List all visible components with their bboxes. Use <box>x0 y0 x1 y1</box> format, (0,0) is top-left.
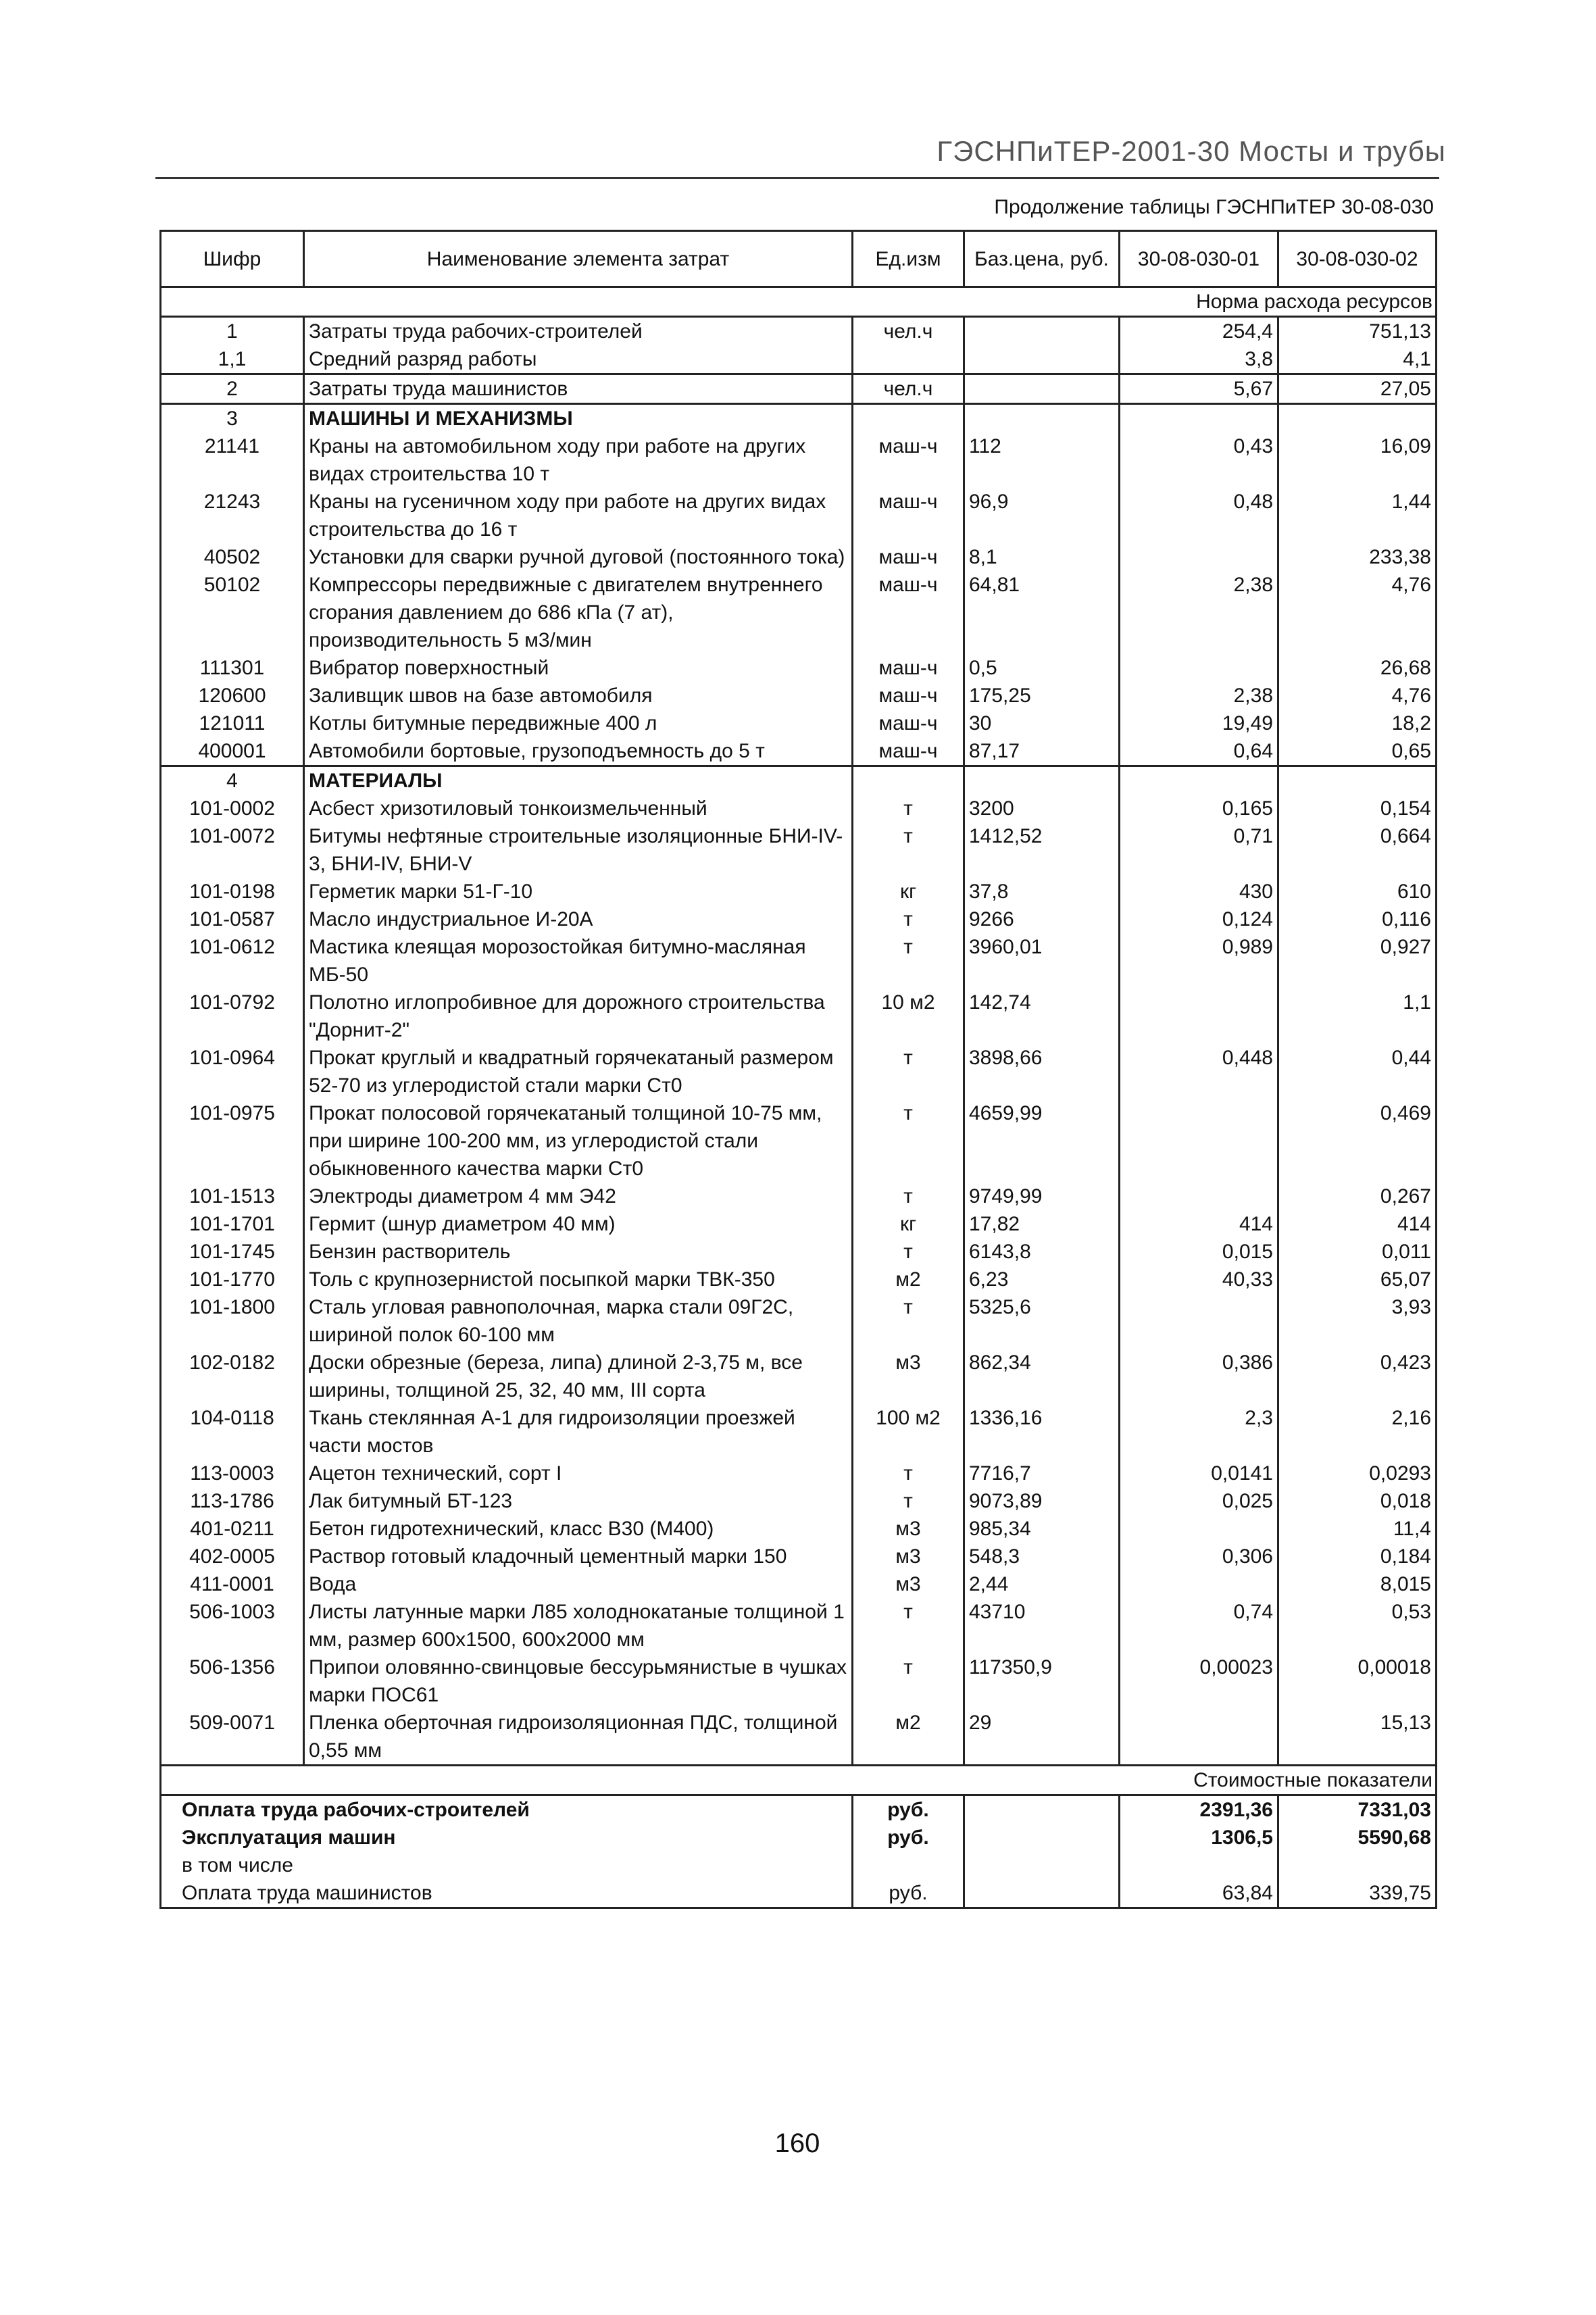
cell-v1: 414 <box>1120 1210 1278 1238</box>
cell-v2: 0,469 <box>1278 1099 1437 1183</box>
cell-v1 <box>1120 543 1278 571</box>
cell-unit: т <box>853 795 964 822</box>
table-row <box>161 432 1437 488</box>
cell-code: 101-0198 <box>161 878 304 905</box>
column-header-code: Шифр <box>161 231 304 287</box>
document-header-title: ГЭСНПиТЕР-2001-30 Мосты и трубы <box>937 135 1446 167</box>
cell-v2: 4,76 <box>1278 682 1437 710</box>
cell-price: 142,74 <box>964 989 1120 1044</box>
cell-code: 1 <box>161 317 304 346</box>
cell-unit: маш-ч <box>853 432 964 488</box>
cell-price <box>964 345 1120 374</box>
cell-unit: 10 м2 <box>853 989 964 1044</box>
cell-unit: т <box>853 1099 964 1183</box>
cell-v1: 0,124 <box>1120 905 1278 933</box>
table-row <box>161 571 1437 654</box>
cell-price: 6,23 <box>964 1266 1120 1293</box>
cell-unit: кг <box>853 1210 964 1238</box>
cell-v1: 0,989 <box>1120 933 1278 989</box>
cell-unit: м3 <box>853 1543 964 1570</box>
table-row <box>161 989 1437 1044</box>
cell-price: 4659,99 <box>964 1099 1120 1183</box>
cell-code: 104-0118 <box>161 1404 304 1460</box>
table-row <box>161 1266 1437 1293</box>
table-row <box>161 1515 1437 1543</box>
cell-v2: 65,07 <box>1278 1266 1437 1293</box>
cell-code: 120600 <box>161 682 304 710</box>
cell-unit <box>853 766 964 795</box>
cell-v2: 0,011 <box>1278 1238 1437 1266</box>
cell-name: Автомобили бортовые, грузоподъемность до 5 т <box>304 737 853 766</box>
table-row <box>161 317 1437 346</box>
cell-price: 30 <box>964 710 1120 737</box>
cost-row-v1: 1306,5 <box>1120 1824 1278 1851</box>
cost-row-v2: 339,75 <box>1278 1879 1437 1908</box>
table-row <box>161 1543 1437 1570</box>
cell-price: 3200 <box>964 795 1120 822</box>
cell-name: Электроды диаметром 4 мм Э42 <box>304 1183 853 1210</box>
cell-name: Толь с крупнозернистой посыпкой марки ТВК-350 <box>304 1266 853 1293</box>
cell-name: Вода <box>304 1570 853 1598</box>
cell-code: 40502 <box>161 543 304 571</box>
cell-name: Листы латунные марки Л85 холоднокатаные толщиной 1 мм, размер 600х1500, 600х2000 мм <box>304 1598 853 1653</box>
cost-band-row <box>161 1766 1437 1795</box>
cell-name: Полотно иглопробивное для дорожного строительства "Дорнит-2" <box>304 989 853 1044</box>
cost-row-unit: руб. <box>853 1824 964 1851</box>
norm-band-row <box>161 287 1437 317</box>
table-row <box>161 488 1437 543</box>
cell-code: 509-0071 <box>161 1709 304 1766</box>
cell-name: Асбест хризотиловый тонкоизмельченный <box>304 795 853 822</box>
cell-v2: 1,44 <box>1278 488 1437 543</box>
cell-v1 <box>1120 404 1278 433</box>
cell-price: 2,44 <box>964 1570 1120 1598</box>
cell-v1 <box>1120 1099 1278 1183</box>
cell-v2: 26,68 <box>1278 654 1437 682</box>
cell-name: Лак битумный БТ-123 <box>304 1487 853 1515</box>
column-header-v2: 30-08-030-02 <box>1278 231 1437 287</box>
cell-code: 101-0612 <box>161 933 304 989</box>
cell-v1: 5,67 <box>1120 374 1278 404</box>
cell-v1 <box>1120 1709 1278 1766</box>
table-row <box>161 404 1437 433</box>
cell-code: 113-0003 <box>161 1460 304 1487</box>
cell-name: Заливщик швов на базе автомобиля <box>304 682 853 710</box>
cell-v2: 414 <box>1278 1210 1437 1238</box>
cost-row-unit: руб. <box>853 1879 964 1908</box>
cell-v1 <box>1120 766 1278 795</box>
cell-name: Средний разряд работы <box>304 345 853 374</box>
cell-v2: 15,13 <box>1278 1709 1437 1766</box>
table-row <box>161 1044 1437 1099</box>
cell-name: Битумы нефтяные строительные изоляционные БНИ-IV-3, БНИ-IV, БНИ-V <box>304 822 853 878</box>
table-row <box>161 1183 1437 1210</box>
cost-row-label: Оплата труда машинистов <box>161 1879 853 1908</box>
cell-v2: 18,2 <box>1278 710 1437 737</box>
table-row <box>161 1404 1437 1460</box>
cell-name: Краны на автомобильном ходу при работе на других видах строительства 10 т <box>304 432 853 488</box>
table-row <box>161 933 1437 989</box>
cell-v1: 0,386 <box>1120 1349 1278 1404</box>
cost-row-unit <box>853 1851 964 1879</box>
cell-v2: 233,38 <box>1278 543 1437 571</box>
cell-v1: 2,3 <box>1120 1404 1278 1460</box>
cell-unit: маш-ч <box>853 682 964 710</box>
cell-unit: т <box>853 1293 964 1349</box>
cell-v2: 11,4 <box>1278 1515 1437 1543</box>
cell-code: 101-0964 <box>161 1044 304 1099</box>
cell-unit: чел.ч <box>853 317 964 346</box>
cell-v1: 0,64 <box>1120 737 1278 766</box>
cell-unit <box>853 404 964 433</box>
cell-code: 2 <box>161 374 304 404</box>
table-row <box>161 905 1437 933</box>
cell-name: Прокат круглый и квадратный горячекатаный размером 52-70 из углеродистой стали марки Ст0 <box>304 1044 853 1099</box>
cell-price: 862,34 <box>964 1349 1120 1404</box>
header-rule <box>155 177 1439 179</box>
cell-code: 50102 <box>161 571 304 654</box>
column-header-name: Наименование элемента затрат <box>304 231 853 287</box>
cell-unit: маш-ч <box>853 488 964 543</box>
cell-unit: 100 м2 <box>853 1404 964 1460</box>
cell-unit: т <box>853 905 964 933</box>
cell-price: 1336,16 <box>964 1404 1120 1460</box>
column-header-price: Баз.цена, руб. <box>964 231 1120 287</box>
table-row <box>161 737 1437 766</box>
cell-name: Вибратор поверхностный <box>304 654 853 682</box>
cell-unit: т <box>853 933 964 989</box>
cell-code: 101-1800 <box>161 1293 304 1349</box>
cell-name: Бензин растворитель <box>304 1238 853 1266</box>
cell-name: Доски обрезные (береза, липа) длиной 2-3,75 м, все ширины, толщиной 25, 32, 40 мм, III сорта <box>304 1349 853 1404</box>
cell-unit: м2 <box>853 1266 964 1293</box>
page-number: 160 <box>774 2129 820 2158</box>
column-header-unit: Ед.изм <box>853 231 964 287</box>
cell-price <box>964 766 1120 795</box>
cell-name: Пленка оберточная гидроизоляционная ПДС, толщиной 0,55 мм <box>304 1709 853 1766</box>
table-row <box>161 1487 1437 1515</box>
cell-v2: 0,018 <box>1278 1487 1437 1515</box>
column-header-v1: 30-08-030-01 <box>1120 231 1278 287</box>
cell-code: 21141 <box>161 432 304 488</box>
cell-name: Мастика клеящая морозостойкая битумно-масляная МБ-50 <box>304 933 853 989</box>
cell-price: 37,8 <box>964 878 1120 905</box>
cell-code: 101-0072 <box>161 822 304 878</box>
cell-v1: 0,71 <box>1120 822 1278 878</box>
cell-price: 112 <box>964 432 1120 488</box>
cost-row-price-blank <box>964 1824 1120 1851</box>
table-row <box>161 1460 1437 1487</box>
cell-price: 9073,89 <box>964 1487 1120 1515</box>
cost-row-label: в том числе <box>161 1851 853 1879</box>
cost-row-v1 <box>1120 1851 1278 1879</box>
cell-v2: 16,09 <box>1278 432 1437 488</box>
cell-unit: т <box>853 1653 964 1709</box>
cell-v2: 0,154 <box>1278 795 1437 822</box>
cell-code: 111301 <box>161 654 304 682</box>
cell-price: 8,1 <box>964 543 1120 571</box>
cell-v1: 0,015 <box>1120 1238 1278 1266</box>
cell-code: 506-1003 <box>161 1598 304 1653</box>
cell-unit: м3 <box>853 1570 964 1598</box>
cell-unit: т <box>853 1044 964 1099</box>
cell-v1: 19,49 <box>1120 710 1278 737</box>
table-row <box>161 822 1437 878</box>
table-row <box>161 374 1437 404</box>
cell-name: Бетон гидротехнический, класс В30 (М400) <box>304 1515 853 1543</box>
cost-row-v2 <box>1278 1851 1437 1879</box>
cost-row-unit: руб. <box>853 1795 964 1824</box>
cell-v1 <box>1120 989 1278 1044</box>
cell-v2: 0,00018 <box>1278 1653 1437 1709</box>
cell-unit: т <box>853 822 964 878</box>
cell-v1: 3,8 <box>1120 345 1278 374</box>
cell-unit: т <box>853 1238 964 1266</box>
cell-v2: 4,76 <box>1278 571 1437 654</box>
cell-price: 9266 <box>964 905 1120 933</box>
cell-unit: маш-ч <box>853 710 964 737</box>
cell-code: 101-0792 <box>161 989 304 1044</box>
cell-code: 506-1356 <box>161 1653 304 1709</box>
cell-code: 400001 <box>161 737 304 766</box>
cell-v2: 1,1 <box>1278 989 1437 1044</box>
cost-row-v1: 63,84 <box>1120 1879 1278 1908</box>
cell-name: Компрессоры передвижные с двигателем внутреннего сгорания давлением до 686 кПа (7 ат), производительность 5 м3/мин <box>304 571 853 654</box>
cell-v1: 0,306 <box>1120 1543 1278 1570</box>
cell-v2: 3,93 <box>1278 1293 1437 1349</box>
cell-price <box>964 404 1120 433</box>
cell-v1 <box>1120 1293 1278 1349</box>
cost-row <box>161 1879 1437 1908</box>
cost-row-v2: 5590,68 <box>1278 1824 1437 1851</box>
cell-v2: 0,267 <box>1278 1183 1437 1210</box>
cell-code: 21243 <box>161 488 304 543</box>
cell-unit: м3 <box>853 1349 964 1404</box>
cell-price: 29 <box>964 1709 1120 1766</box>
cell-unit: т <box>853 1183 964 1210</box>
cell-price: 548,3 <box>964 1543 1120 1570</box>
cell-v1: 0,448 <box>1120 1044 1278 1099</box>
cell-unit: чел.ч <box>853 374 964 404</box>
cell-code: 402-0005 <box>161 1543 304 1570</box>
cell-v2: 2,16 <box>1278 1404 1437 1460</box>
cell-unit: кг <box>853 878 964 905</box>
cell-v2: 8,015 <box>1278 1570 1437 1598</box>
cell-name: Прокат полосовой горячекатаный толщиной 10-75 мм, при ширине 100-200 мм, из углеродистой стали обыкновенного качества марки Ст0 <box>304 1099 853 1183</box>
cell-code: 101-1770 <box>161 1266 304 1293</box>
table-row <box>161 1570 1437 1598</box>
cell-v2: 4,1 <box>1278 345 1437 374</box>
cell-unit <box>853 345 964 374</box>
cell-unit: маш-ч <box>853 543 964 571</box>
cell-code: 101-0975 <box>161 1099 304 1183</box>
cell-v1: 40,33 <box>1120 1266 1278 1293</box>
cell-code: 102-0182 <box>161 1349 304 1404</box>
cell-v2 <box>1278 766 1437 795</box>
cell-price: 96,9 <box>964 488 1120 543</box>
cell-v1: 0,48 <box>1120 488 1278 543</box>
cell-v1 <box>1120 654 1278 682</box>
table-row <box>161 1210 1437 1238</box>
cell-price: 3960,01 <box>964 933 1120 989</box>
cell-code: 113-1786 <box>161 1487 304 1515</box>
cell-name: Ацетон технический, сорт I <box>304 1460 853 1487</box>
cell-code: 1,1 <box>161 345 304 374</box>
cell-price: 64,81 <box>964 571 1120 654</box>
cell-unit: маш-ч <box>853 571 964 654</box>
cell-price: 3898,66 <box>964 1044 1120 1099</box>
cell-v1 <box>1120 1515 1278 1543</box>
cell-unit: т <box>853 1598 964 1653</box>
cell-price: 985,34 <box>964 1515 1120 1543</box>
table-row <box>161 795 1437 822</box>
table-caption: Продолжение таблицы ГЭСНПиТЕР 30-08-030 <box>994 196 1434 218</box>
cell-v1 <box>1120 1570 1278 1598</box>
cell-price: 5325,6 <box>964 1293 1120 1349</box>
cell-v1 <box>1120 1183 1278 1210</box>
cell-price <box>964 317 1120 346</box>
table-row <box>161 1349 1437 1404</box>
cost-row-v2: 7331,03 <box>1278 1795 1437 1824</box>
table-row <box>161 682 1437 710</box>
cell-v2: 0,116 <box>1278 905 1437 933</box>
cost-row-price-blank <box>964 1879 1120 1908</box>
cell-code: 411-0001 <box>161 1570 304 1598</box>
cost-row-price-blank <box>964 1851 1120 1879</box>
table-row <box>161 1598 1437 1653</box>
cell-name: МАШИНЫ И МЕХАНИЗМЫ <box>304 404 853 433</box>
cell-v1: 430 <box>1120 878 1278 905</box>
cell-v2: 0,927 <box>1278 933 1437 989</box>
cell-code: 4 <box>161 766 304 795</box>
table-row <box>161 1238 1437 1266</box>
cell-code: 101-0587 <box>161 905 304 933</box>
cell-price <box>964 374 1120 404</box>
table-row <box>161 878 1437 905</box>
cell-name: Котлы битумные передвижные 400 л <box>304 710 853 737</box>
table-row <box>161 1709 1437 1766</box>
cost-row-price-blank <box>964 1795 1120 1824</box>
cell-code: 101-0002 <box>161 795 304 822</box>
cell-unit: т <box>853 1460 964 1487</box>
cell-v1: 0,00023 <box>1120 1653 1278 1709</box>
table-row <box>161 543 1437 571</box>
cell-v2: 751,13 <box>1278 317 1437 346</box>
cell-v2 <box>1278 404 1437 433</box>
cell-name: Раствор готовый кладочный цементный марки 150 <box>304 1543 853 1570</box>
cell-price: 9749,99 <box>964 1183 1120 1210</box>
table-row <box>161 345 1437 374</box>
cell-price: 175,25 <box>964 682 1120 710</box>
cell-name: Ткань стеклянная А-1 для гидроизоляции проезжей части мостов <box>304 1404 853 1460</box>
cell-code: 101-1701 <box>161 1210 304 1238</box>
table-header-row <box>161 231 1437 287</box>
cell-name: Припои оловянно-свинцовые бессурьмянистые в чушках марки ПОС61 <box>304 1653 853 1709</box>
cell-code: 101-1513 <box>161 1183 304 1210</box>
cost-row <box>161 1851 1437 1879</box>
cost-row-label: Оплата труда рабочих-строителей <box>161 1795 853 1824</box>
table-row <box>161 654 1437 682</box>
cell-name: Затраты труда рабочих-строителей <box>304 317 853 346</box>
norm-band-label: Норма расхода ресурсов <box>161 287 1437 317</box>
cell-name: Установки для сварки ручной дуговой (постоянного тока) <box>304 543 853 571</box>
cell-price: 6143,8 <box>964 1238 1120 1266</box>
cell-v1: 0,0141 <box>1120 1460 1278 1487</box>
table-row <box>161 1293 1437 1349</box>
cost-row <box>161 1824 1437 1851</box>
cell-name: МАТЕРИАЛЫ <box>304 766 853 795</box>
cell-code: 401-0211 <box>161 1515 304 1543</box>
cell-v2: 0,44 <box>1278 1044 1437 1099</box>
cost-row-v1: 2391,36 <box>1120 1795 1278 1824</box>
cell-code: 3 <box>161 404 304 433</box>
cell-v1: 254,4 <box>1120 317 1278 346</box>
table-row <box>161 710 1437 737</box>
cell-price: 87,17 <box>964 737 1120 766</box>
cell-name: Затраты труда машинистов <box>304 374 853 404</box>
cell-code: 101-1745 <box>161 1238 304 1266</box>
cell-code: 121011 <box>161 710 304 737</box>
cell-v1: 0,165 <box>1120 795 1278 822</box>
table-row <box>161 1653 1437 1709</box>
table-row <box>161 1099 1437 1183</box>
cell-unit: маш-ч <box>853 654 964 682</box>
cell-price: 43710 <box>964 1598 1120 1653</box>
cell-v2: 0,65 <box>1278 737 1437 766</box>
cell-name: Герметик марки 51-Г-10 <box>304 878 853 905</box>
cell-unit: маш-ч <box>853 737 964 766</box>
cell-v1: 0,74 <box>1120 1598 1278 1653</box>
cost-row-label: Эксплуатация машин <box>161 1824 853 1851</box>
cost-row <box>161 1795 1437 1824</box>
cell-v2: 0,423 <box>1278 1349 1437 1404</box>
cell-v2: 27,05 <box>1278 374 1437 404</box>
cell-unit: м2 <box>853 1709 964 1766</box>
cell-v1: 0,43 <box>1120 432 1278 488</box>
cell-v2: 610 <box>1278 878 1437 905</box>
cost-band-label: Стоимостные показатели <box>161 1766 1437 1795</box>
cell-v2: 0,184 <box>1278 1543 1437 1570</box>
cell-v1: 0,025 <box>1120 1487 1278 1515</box>
cell-price: 7716,7 <box>964 1460 1120 1487</box>
cell-name: Гермит (шнур диаметром 40 мм) <box>304 1210 853 1238</box>
cell-price: 17,82 <box>964 1210 1120 1238</box>
resource-norms-table <box>159 230 1437 1909</box>
cell-v2: 0,53 <box>1278 1598 1437 1653</box>
cell-unit: м3 <box>853 1515 964 1543</box>
cell-price: 0,5 <box>964 654 1120 682</box>
cell-price: 117350,9 <box>964 1653 1120 1709</box>
cell-v1: 2,38 <box>1120 571 1278 654</box>
cell-v1: 2,38 <box>1120 682 1278 710</box>
table-row <box>161 766 1437 795</box>
cell-name: Краны на гусеничном ходу при работе на других видах строительства до 16 т <box>304 488 853 543</box>
cell-v2: 0,0293 <box>1278 1460 1437 1487</box>
cell-unit: т <box>853 1487 964 1515</box>
cell-name: Сталь угловая равнополочная, марка стали 09Г2С, шириной полок 60-100 мм <box>304 1293 853 1349</box>
cell-price: 1412,52 <box>964 822 1120 878</box>
cell-name: Масло индустриальное И-20А <box>304 905 853 933</box>
cell-v2: 0,664 <box>1278 822 1437 878</box>
